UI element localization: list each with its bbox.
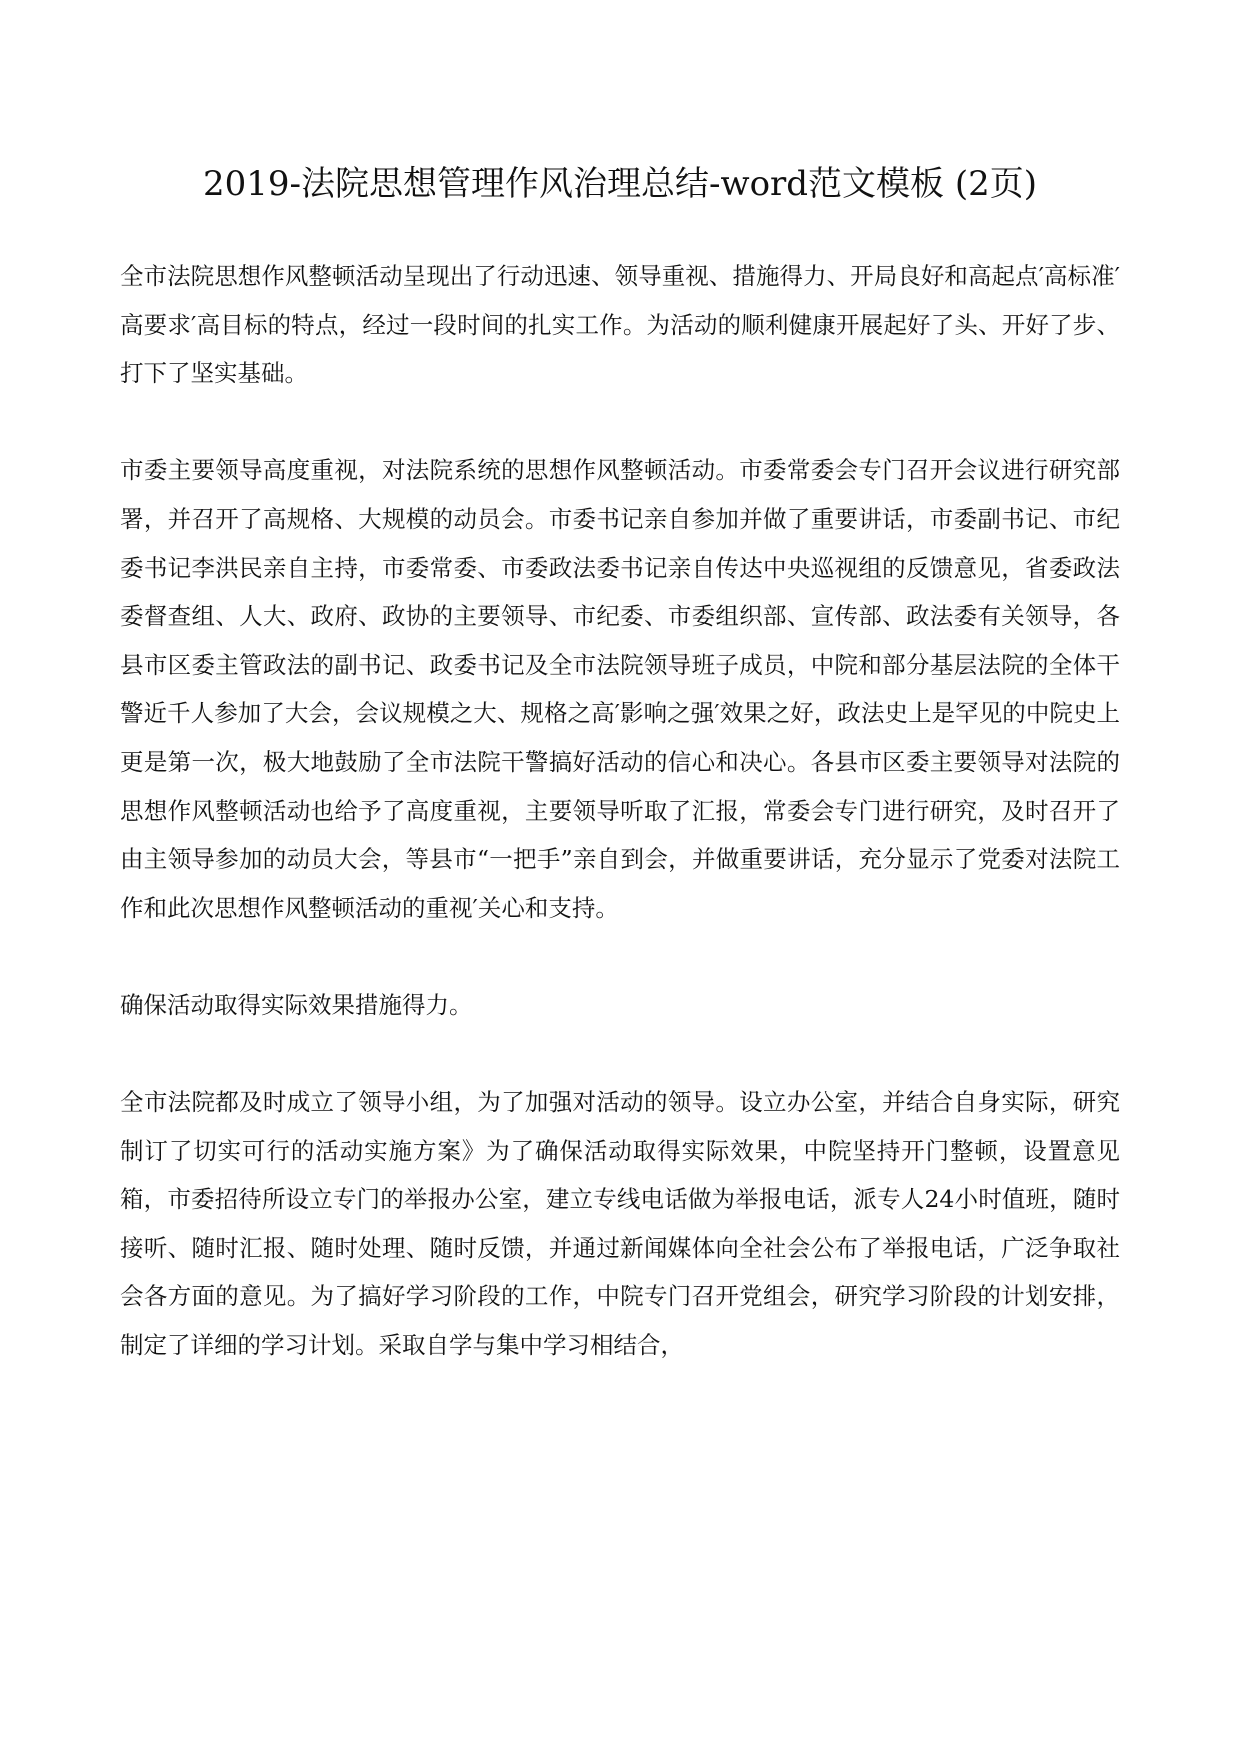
document-title: 2019-法院思想管理作风治理总结-word范文模板 (2页) [202, 164, 1038, 204]
paragraph-measures: 全市法院都及时成立了领导小组，为了加强对活动的领导。设立办公室，并结合自身实际，研究制订了切实可行的活动实施方案》为了确保活动取得实际效果，中院坚持开门整顿，设置意见箱，市委招待所设立专门的举报办公室，建立专线电话做为举报电话，派专人24小时值班，随时接听、随时汇报、随时处理、随时反馈，并通过新闻媒体向全社会公布了举报电话，广泛争取社会各方面的意见。为了搞好学习阶段的工作，中院专门召开党组会，研究学习阶段的计划安排，制定了详细的学习计划。采取自学与集中学习相结合， [120, 1088, 1120, 1360]
document-body [120, 252, 1120, 1370]
paragraph-intro: 全市法院思想作风整顿活动呈现出了行动迅速、领导重视、措施得力、开局良好和高起点′高标准′高要求′高目标的特点，经过一段时间的扎实工作。为活动的顺利健康开展起好了头、开好了步、打下了坚实基础。 [120, 262, 1120, 388]
paragraph-leadership: 市委主要领导高度重视，对法院系统的思想作风整顿活动。市委常委会专门召开会议进行研究部署，并召开了高规格、大规模的动员会。市委书记亲自参加并做了重要讲话，市委副书记、市纪委书记李洪民亲自主持，市委常委、市委政法委书记亲自传达中央巡视组的反馈意见，省委政法委督查组、人大、政府、政协的主要领导、市纪委、市委组织部、宣传部、政法委有关领导，各县市区委主管政法的副书记、政委书记及全市法院领导班子成员，中院和部分基层法院的全体干警近千人参加了大会，会议规模之大、规格之高′影响之强′效果之好，政法史上是罕见的中院史上更是第一次，极大地鼓励了全市法院干警搞好活动的信心和决心。各县市区委主要领导对法院的思想作风整顿活动也给予了高度重视，主要领导听取了汇报，常委会专门进行研究，及时召开了由主领导参加的动员大会，等县市“一把手”亲自到会，并做重要讲话，充分显示了党委对法院工作和此次思想作风整顿活动的重视′关心和支持。 [120, 456, 1120, 922]
paragraph-measures-heading: 确保活动取得实际效果措施得力。 [120, 990, 473, 1019]
